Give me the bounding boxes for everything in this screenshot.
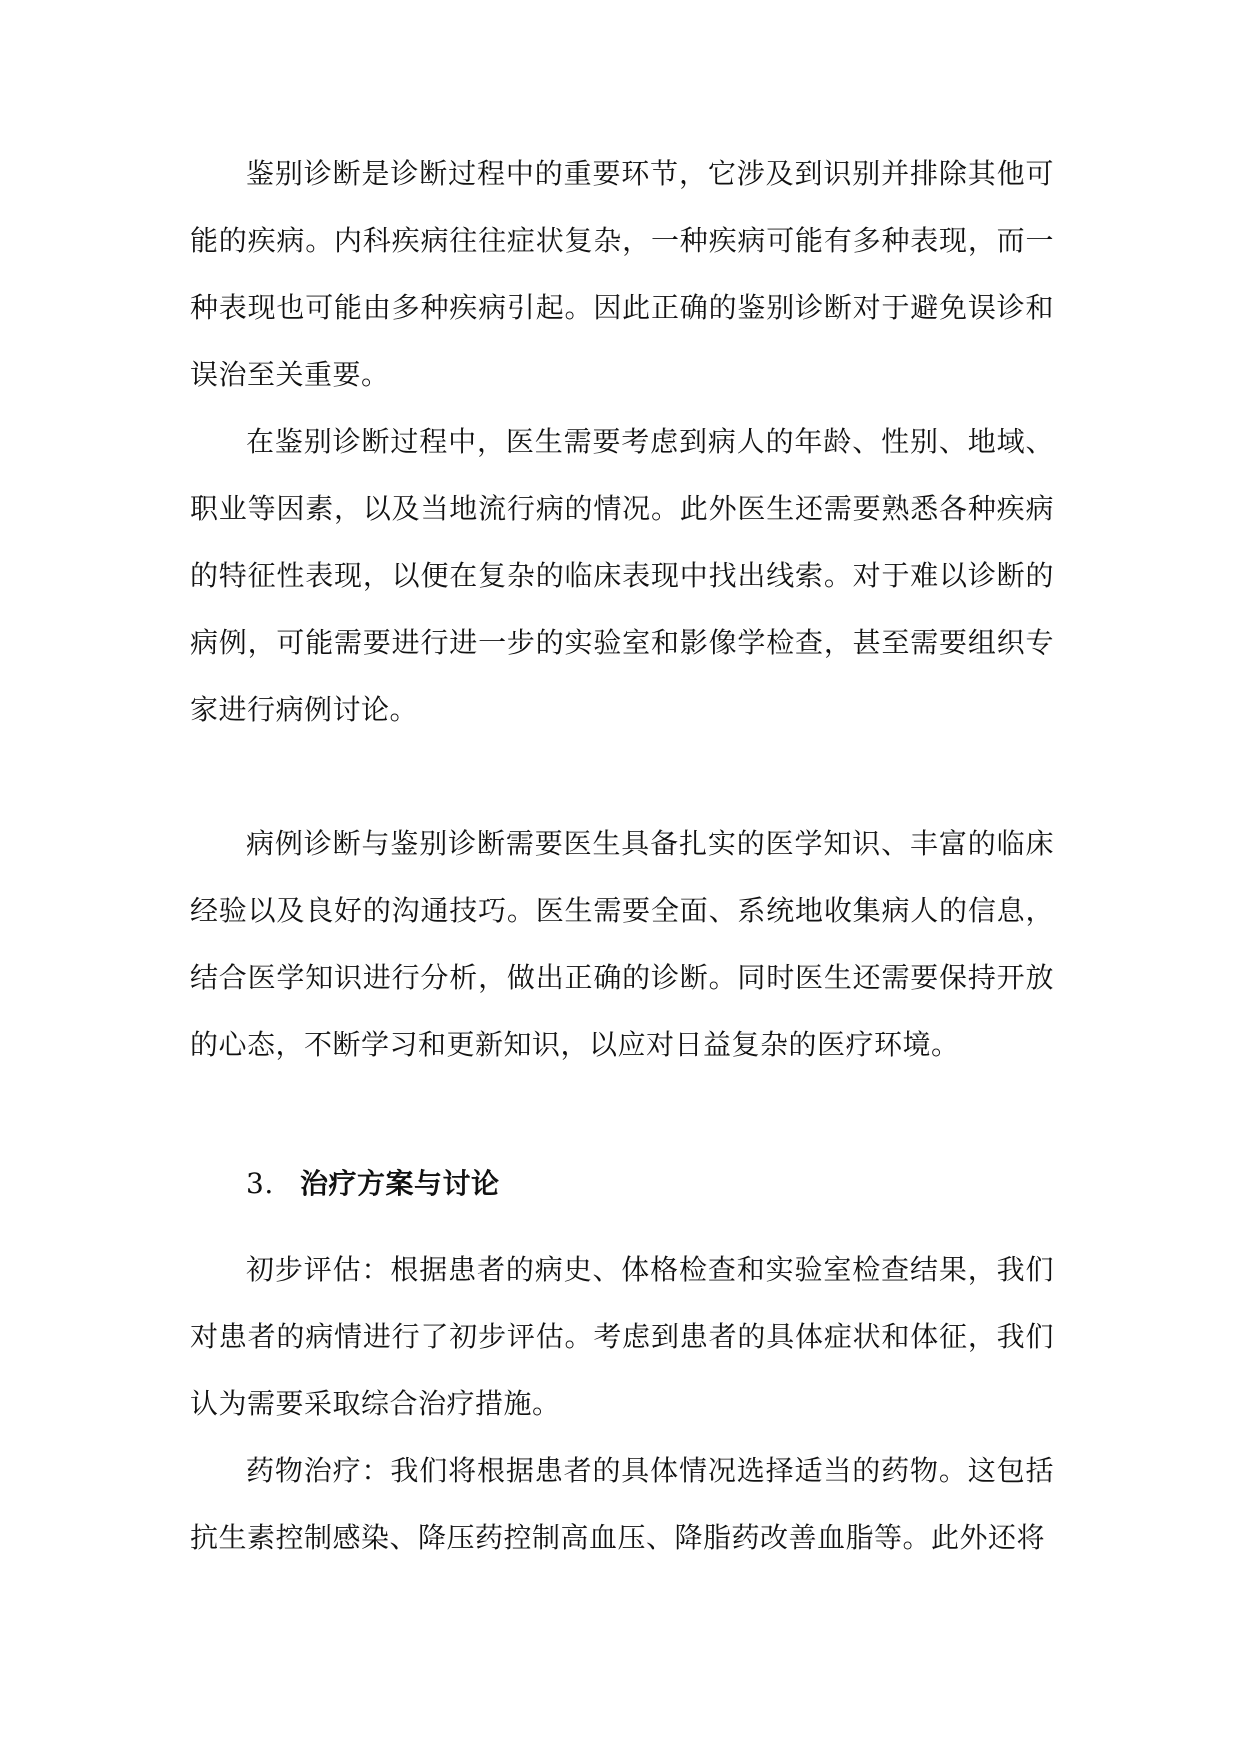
section-number: 3. <box>246 1167 274 1200</box>
section-title: 治疗方案与讨论 <box>300 1167 500 1200</box>
paragraph-initial-assessment: 初步评估：根据患者的病史、体格检查和实验室检查结果，我们对患者的病情进行了初步评估。考虑到患者的具体症状和体征，我们认为需要采取综合治疗措施。 <box>190 1253 1054 1420</box>
paragraph-physician-skills: 病例诊断与鉴别诊断需要医生具备扎实的医学知识、丰富的临床经验以及良好的沟通技巧。医生需要全面、系统地收集病人的信息，结合医学知识进行分析，做出正确的诊断。同时医生还需要保持开放的心态，不断学习和更新知识，以应对日益复杂的医疗环境。 <box>190 827 1054 1061</box>
paragraph-diagnosis-process: 在鉴别诊断过程中，医生需要考虑到病人的年龄、性别、地域、职业等因素，以及当地流行病的情况。此外医生还需要熟悉各种疾病的特征性表现，以便在复杂的临床表现中找出线索。对于难以诊断的病例，可能需要进行进一步的实验室和影像学检查，甚至需要组织专家进行病例讨论。 <box>190 425 1054 726</box>
paragraph-drug-treatment: 药物治疗：我们将根据患者的具体情况选择适当的药物。这包括抗生素控制感染、降压药控制高血压、降脂药改善血脂等。此外还将 <box>190 1454 1054 1554</box>
paragraph-differential-diagnosis: 鉴别诊断是诊断过程中的重要环节，它涉及到识别并排除其他可能的疾病。内科疾病往往症状复杂，一种疾病可能有多种表现，而一种表现也可能由多种疾病引起。因此正确的鉴别诊断对于避免误诊和误治至关重要。 <box>190 157 1054 391</box>
section-heading <box>246 1150 500 1217</box>
